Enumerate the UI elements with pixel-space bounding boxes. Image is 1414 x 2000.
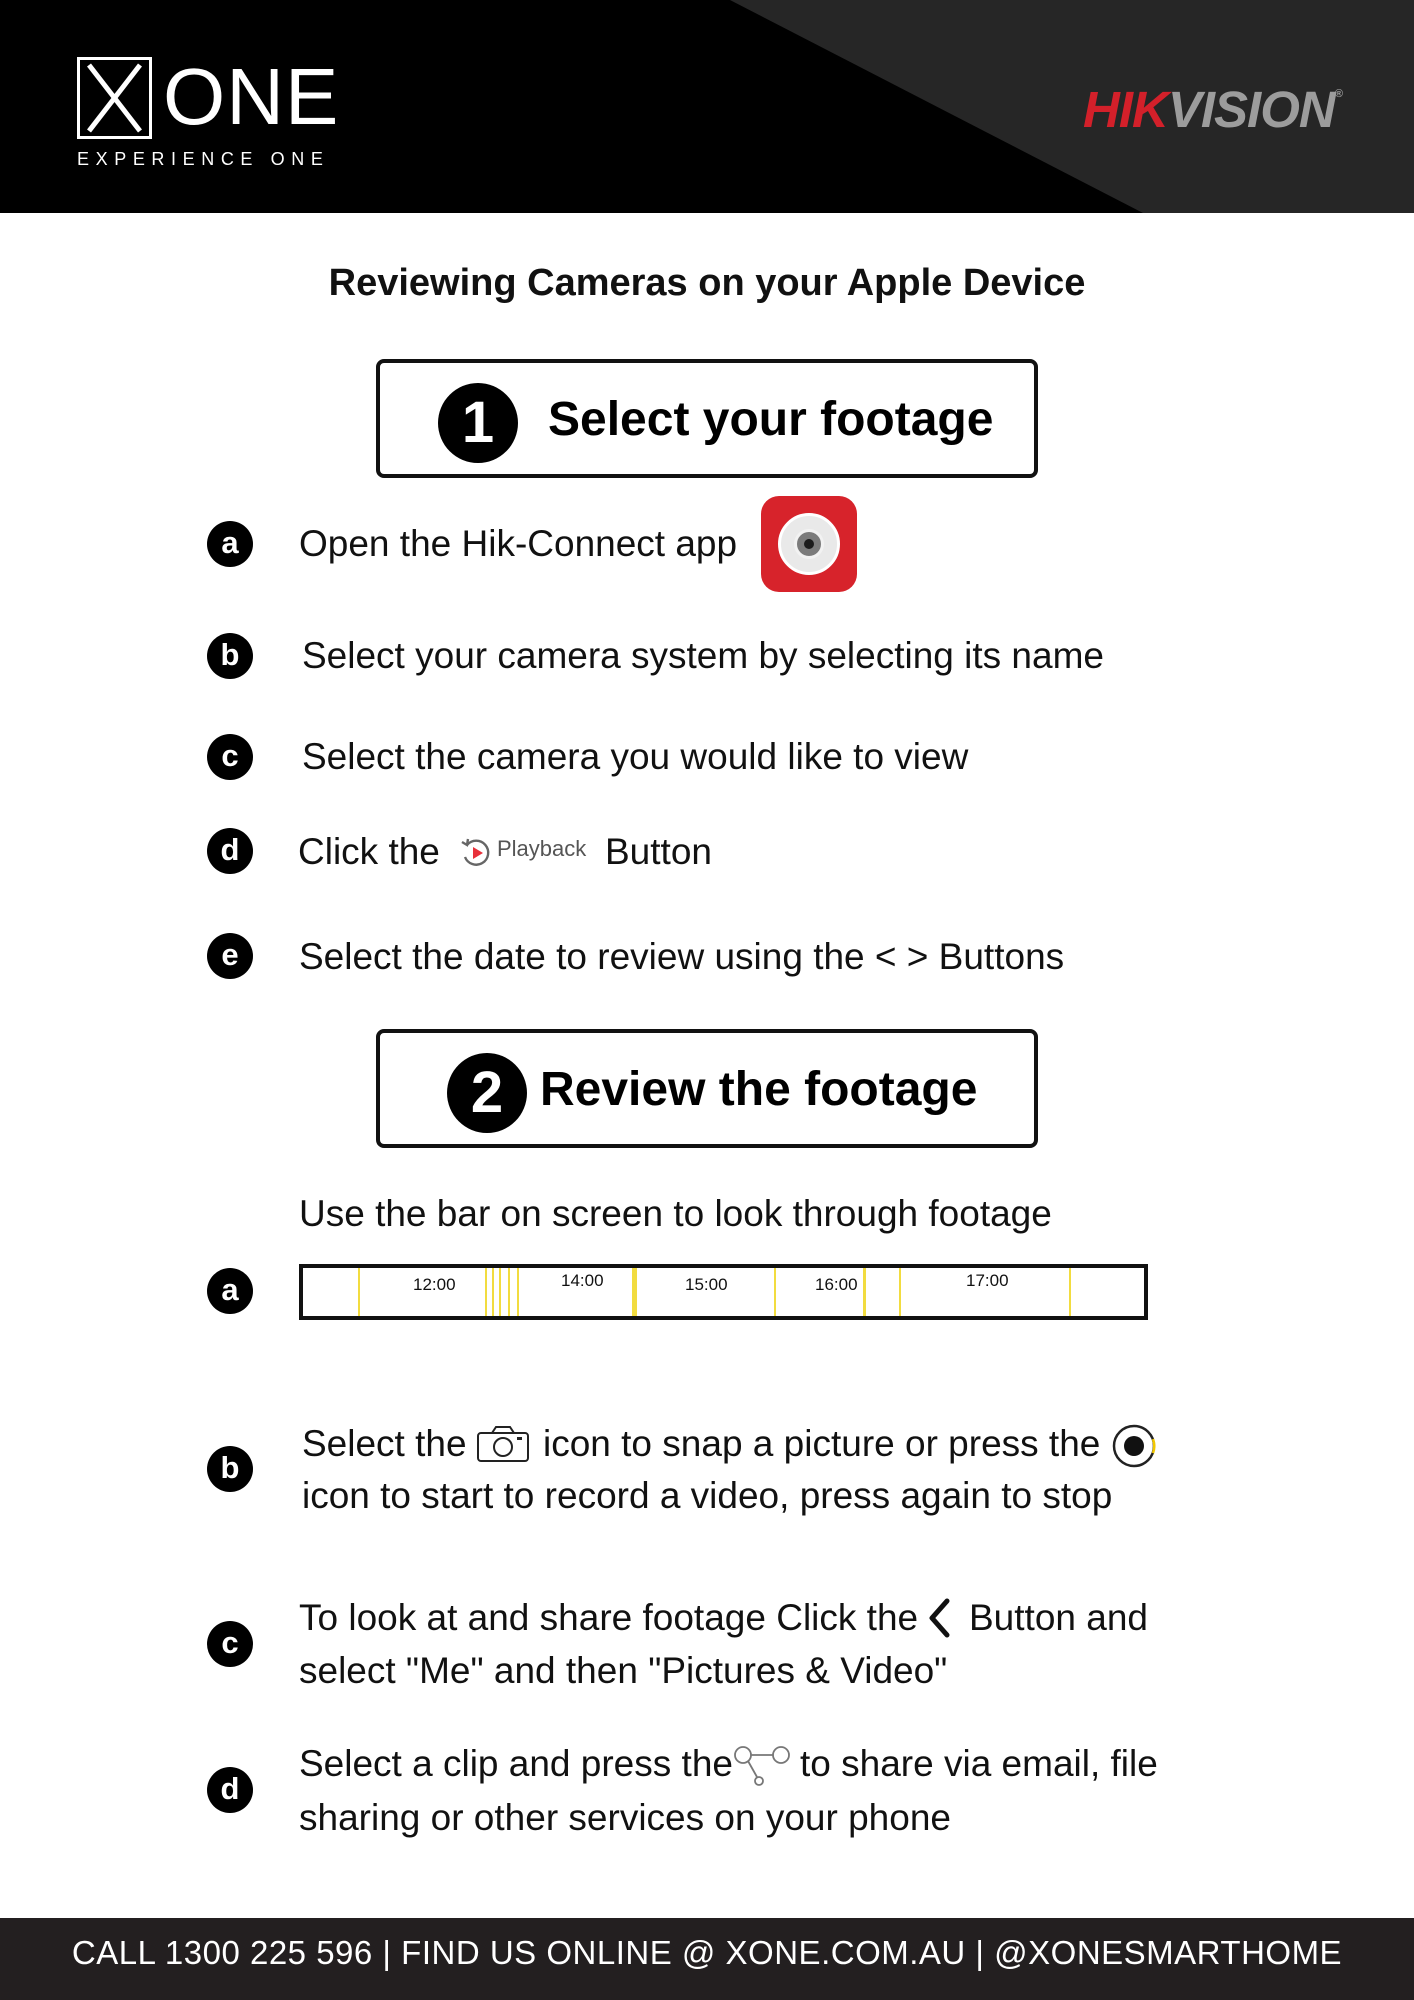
step-1b-text: Select your camera system by selecting its name xyxy=(302,635,1104,676)
playback-button-image xyxy=(457,824,600,882)
step-2c-badge: c xyxy=(207,1621,253,1667)
xone-logo xyxy=(77,52,342,175)
section-2-heading xyxy=(376,1029,1038,1148)
section-2-label: Review the footage xyxy=(540,1063,978,1116)
header-banner xyxy=(0,0,1414,213)
step-2d-text-line1a: Select a clip and press the xyxy=(299,1743,733,1784)
step-1a-text: Open the Hik-Connect app xyxy=(299,523,738,564)
record-icon xyxy=(1111,1423,1159,1471)
timeline-time-label: 14:00 xyxy=(561,1271,604,1290)
timeline-marker xyxy=(517,1268,519,1316)
section-1-number: 1 xyxy=(438,383,518,463)
timeline-marker xyxy=(499,1268,501,1316)
playback-button-label: Playback xyxy=(497,836,587,861)
section-1-label: Select your footage xyxy=(548,393,994,446)
timeline-time-label: 16:00 xyxy=(815,1275,858,1294)
step-2b-text-line2: icon to start to record a video, press again to stop xyxy=(302,1475,1113,1516)
xone-logo-tagline: EXPERIENCE ONE xyxy=(77,149,330,169)
timeline-marker xyxy=(632,1268,637,1316)
hikvision-logo-red: HIK xyxy=(1083,81,1168,138)
footage-timeline-bar xyxy=(299,1264,1148,1320)
page-title: Reviewing Cameras on your Apple Device xyxy=(328,262,1086,304)
xone-logo-text: ONE xyxy=(163,52,340,141)
timeline-marker xyxy=(899,1268,901,1316)
step-2b-badge: b xyxy=(207,1446,253,1492)
back-chevron-icon xyxy=(927,1598,953,1638)
step-1d-text-after: Button xyxy=(605,831,712,872)
step-1d-text-before: Click the xyxy=(298,831,440,872)
step-2d-text-line2: sharing or other services on your phone xyxy=(299,1797,951,1838)
timeline-time-label: 12:00 xyxy=(413,1275,456,1294)
step-1b-badge: b xyxy=(207,633,253,679)
section-1-heading xyxy=(376,359,1038,478)
hikvision-logo-grey: VISION xyxy=(1167,81,1335,138)
hikvision-registered-mark: ® xyxy=(1334,88,1342,100)
timeline-marker xyxy=(863,1268,866,1316)
step-1c-text: Select the camera you would like to view xyxy=(302,736,969,777)
section-2-number: 2 xyxy=(447,1053,527,1133)
share-icon xyxy=(733,1743,791,1789)
hik-connect-app-icon xyxy=(761,496,857,592)
section-2-intro: Use the bar on screen to look through footage xyxy=(299,1193,1052,1234)
timeline-marker xyxy=(1069,1268,1071,1316)
xone-logo-x-icon xyxy=(77,57,152,139)
step-2b-text-line1b: icon to snap a picture or press the xyxy=(543,1423,1101,1464)
step-1e-badge: e xyxy=(207,933,253,979)
camera-icon xyxy=(476,1425,530,1463)
footer-bar xyxy=(0,1918,1414,2000)
footer-contact-text: CALL 1300 225 596 | FIND US ONLINE @ XONE.COM.AU | @XONESMARTHOME xyxy=(71,1934,1343,1971)
step-2b-text-line1a: Select the xyxy=(302,1423,467,1464)
step-2c-text-line2: select "Me" and then "Pictures & Video" xyxy=(299,1650,948,1691)
step-1d-badge: d xyxy=(207,828,253,874)
timeline-marker xyxy=(358,1268,360,1316)
timeline-marker xyxy=(492,1268,494,1316)
timeline-marker xyxy=(485,1268,487,1316)
timeline-marker xyxy=(508,1268,510,1316)
step-2d-badge: d xyxy=(207,1767,253,1813)
playback-icon xyxy=(459,836,493,870)
timeline-time-label: 17:00 xyxy=(966,1271,1009,1290)
timeline-time-label: 15:00 xyxy=(685,1275,728,1294)
step-2c-text-line1a: To look at and share footage Click the xyxy=(299,1597,919,1638)
timeline-marker xyxy=(774,1268,776,1316)
step-1a-badge: a xyxy=(207,521,253,567)
hikvision-logo xyxy=(1083,80,1342,139)
step-1c-badge: c xyxy=(207,734,253,780)
step-2d-text-line1b: to share via email, file xyxy=(800,1743,1158,1784)
step-2a-badge: a xyxy=(207,1268,253,1314)
step-2c-text-line1b: Button and xyxy=(969,1597,1148,1638)
step-1e-text: Select the date to review using the < > Buttons xyxy=(299,936,1065,977)
